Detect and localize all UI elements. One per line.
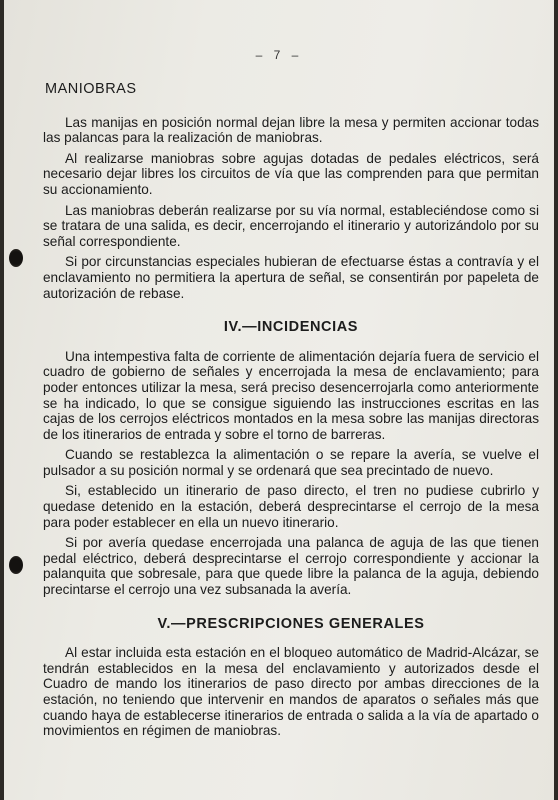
section-prescripciones — [43, 617, 539, 739]
paragraph: Cuando se restablezca la alimentación o se repare la avería, se vuelve el pulsador a su posición normal y se ordenará que sea precintado de nuevo. — [43, 447, 539, 478]
paragraph: Las maniobras deberán realizarse por su vía normal, estableciéndose como si se tratara de una salida, es decir, encerrojando el itinerario y autorizándolo por su señal correspondiente. — [43, 202, 539, 249]
paragraph: Las manijas en posición normal dejan libre la mesa y permiten accionar todas las palancas para la realización de maniobras. — [43, 114, 539, 146]
page-number: – 7 – — [255, 48, 303, 62]
paragraph: Al realizarse maniobras sobre agujas dotadas de pedales eléctricos, será necesario dejar libres los circuitos de vía que las comprenden para que permitan su accionamiento. — [43, 150, 539, 197]
paragraph: Una intempestiva falta de corriente de alimentación dejaría fuera de servicio el cuadro de gobierno de señales y encerrojada la mesa de enclavamiento; para poder entonces utilizar la mesa, será preciso desencerrojarla como anteriormente se ha indicado, lo que se consigue siguiendo las instrucciones escritas en las cajas de los cerrojos eléctricos montados en la mesa sobre las manijas directoras de los itinerarios de entrada y sobre el torno de barreras. — [43, 348, 539, 442]
paragraph: Si por circunstancias especiales hubieran de efectuarse éstas a contravía y el enclavamiento no permitiera la apertura de señal, se consentirán por papeleta de autorización de rebase. — [43, 254, 539, 301]
section-maniobras — [43, 82, 539, 301]
paragraph: Si por avería quedase encerrojada una palanca de aguja de las que tienen pedal eléctrico, deberá desprecintarse el cerrojo correspondiente y accionar la palanquita que sobresale, para que quede libre la palanca de la aguja, debiendo precintarse el cerrojo una vez subsanada la avería. — [43, 535, 539, 598]
section-incidencias — [43, 320, 539, 598]
document-page — [4, 0, 554, 800]
page-content — [43, 82, 539, 744]
paragraph: Al estar incluida esta estación en el bloqueo automático de Madrid-Alcázar, se tendrán establecidos en la mesa del enclavamiento y autorizados desde el Cuadro de mando los itinerarios de paso directo por ambas direcciones de la estación, no teniendo que intervenir en mandos de aparatos o señales más que cuando haya de establecerse itinerarios de entrada o salida a la vía de apartado o movimientos en régimen de maniobras. — [43, 645, 539, 739]
section-title: MANIOBRAS — [45, 81, 137, 97]
section-heading: IV.—INCIDENCIAS — [223, 319, 359, 336]
binder-hole — [9, 556, 23, 574]
section-heading: V.—PRESCRIPCIONES GENERALES — [157, 615, 425, 632]
binder-hole — [9, 249, 23, 267]
paragraph: Si, establecido un itinerario de paso directo, el tren no pudiese cubrirlo y quedase detenido en la estación, deberá desprecintarse el cerrojo de la mesa para poder establecer en ella un nuevo itinerario. — [43, 483, 539, 530]
